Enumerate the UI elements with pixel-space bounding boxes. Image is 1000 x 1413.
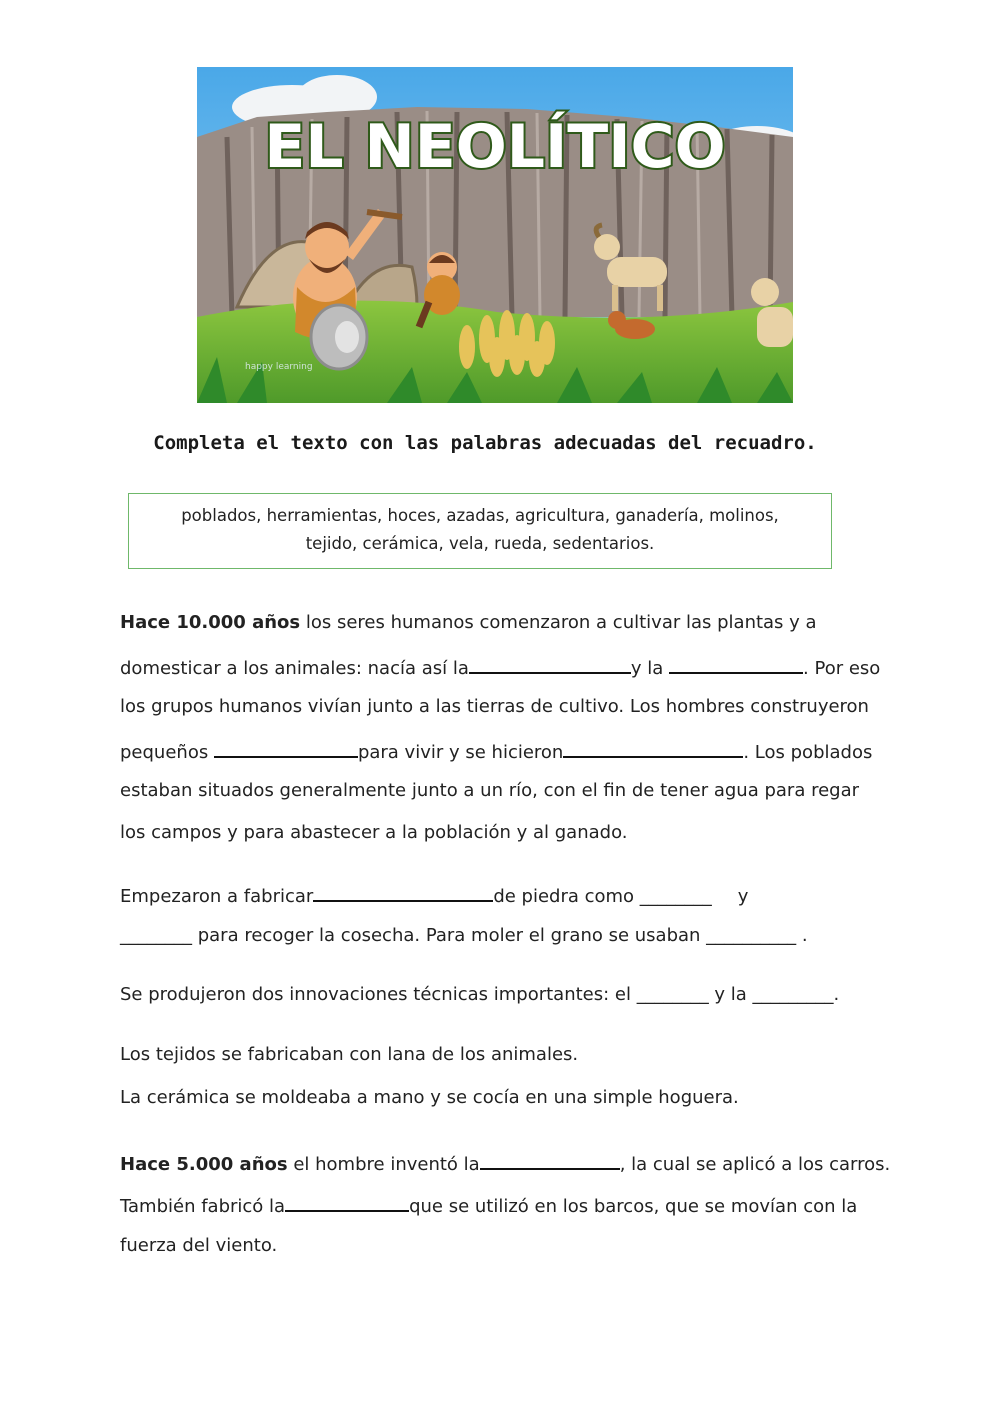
blank-2[interactable] [669, 654, 803, 674]
blank-7[interactable] [285, 1192, 409, 1212]
p1-line-5: estaban situados generalmente junto a un río, con el fin de tener agua para regar [120, 780, 860, 801]
watermark: happy learning [245, 362, 313, 372]
blank-5[interactable] [313, 882, 493, 902]
p1-text: para vivir y se hicieron [357, 742, 564, 763]
p1-line-2 [120, 654, 880, 679]
p5-line-3: fuerza del viento. [120, 1235, 278, 1256]
p1-line-3: los grupos humanos vivían junto a las tierras de cultivo. Los hombres construyeron [120, 696, 869, 717]
word-bank-line-1: poblados, herramientas, hoces, azadas, agricultura, ganadería, molinos, [181, 506, 779, 525]
word-bank-line-2: tejido, cerámica, vela, rueda, sedentarios. [305, 534, 655, 553]
p2-line-1 [120, 882, 748, 907]
p1-line-1 [120, 612, 817, 633]
p1-text: los seres humanos comenzaron a cultivar las plantas y a [305, 612, 817, 633]
blank-1[interactable] [469, 654, 631, 674]
p5-text: , la cual se aplicó a los carros. [619, 1154, 891, 1175]
p2-line-2: ________ para recoger la cosecha. Para moler el grano se usaban __________ . [120, 925, 808, 946]
p5-line-1 [120, 1150, 890, 1175]
p1-text: . Por eso [803, 658, 881, 679]
blank-4[interactable] [563, 738, 743, 758]
p5-line-2 [120, 1192, 857, 1217]
p2-text: Empezaron a fabricar [120, 886, 314, 907]
title-banner-image [197, 67, 793, 403]
p1-bold-date: Hace 10.000 años [120, 612, 301, 633]
blank-3[interactable] [214, 738, 358, 758]
p4-line-1: Los tejidos se fabricaban con lana de los animales. [120, 1044, 579, 1065]
p1-text: domesticar a los animales: nacía así la [120, 658, 469, 679]
blank-6[interactable] [480, 1150, 620, 1170]
p2-text: de piedra como ________ [493, 886, 712, 907]
p1-text: y la [630, 658, 664, 679]
p1-text: . Los poblados [743, 742, 873, 763]
p5-text: que se utilizó en los barcos, que se movían con la [409, 1196, 858, 1217]
p5-bold-date: Hace 5.000 años [120, 1154, 288, 1175]
p5-text: el hombre inventó la [293, 1154, 480, 1175]
p3-line-1: Se produjeron dos innovaciones técnicas importantes: el ________ y la _________. [120, 984, 840, 1005]
p1-text: pequeños [120, 742, 209, 763]
p5-text: También fabricó la [120, 1196, 286, 1217]
instruction-heading: Completa el texto con las palabras adecuadas del recuadro. [153, 432, 817, 454]
p1-line-6: los campos y para abastecer a la población y al ganado. [120, 822, 628, 843]
p4-line-2: La cerámica se moldeaba a mano y se cocía en una simple hoguera. [120, 1087, 739, 1108]
word-bank-box [128, 493, 832, 569]
p1-line-4 [120, 738, 872, 763]
banner-title: EL NEOLÍTICO [264, 112, 726, 182]
p2-text: y [737, 886, 749, 907]
